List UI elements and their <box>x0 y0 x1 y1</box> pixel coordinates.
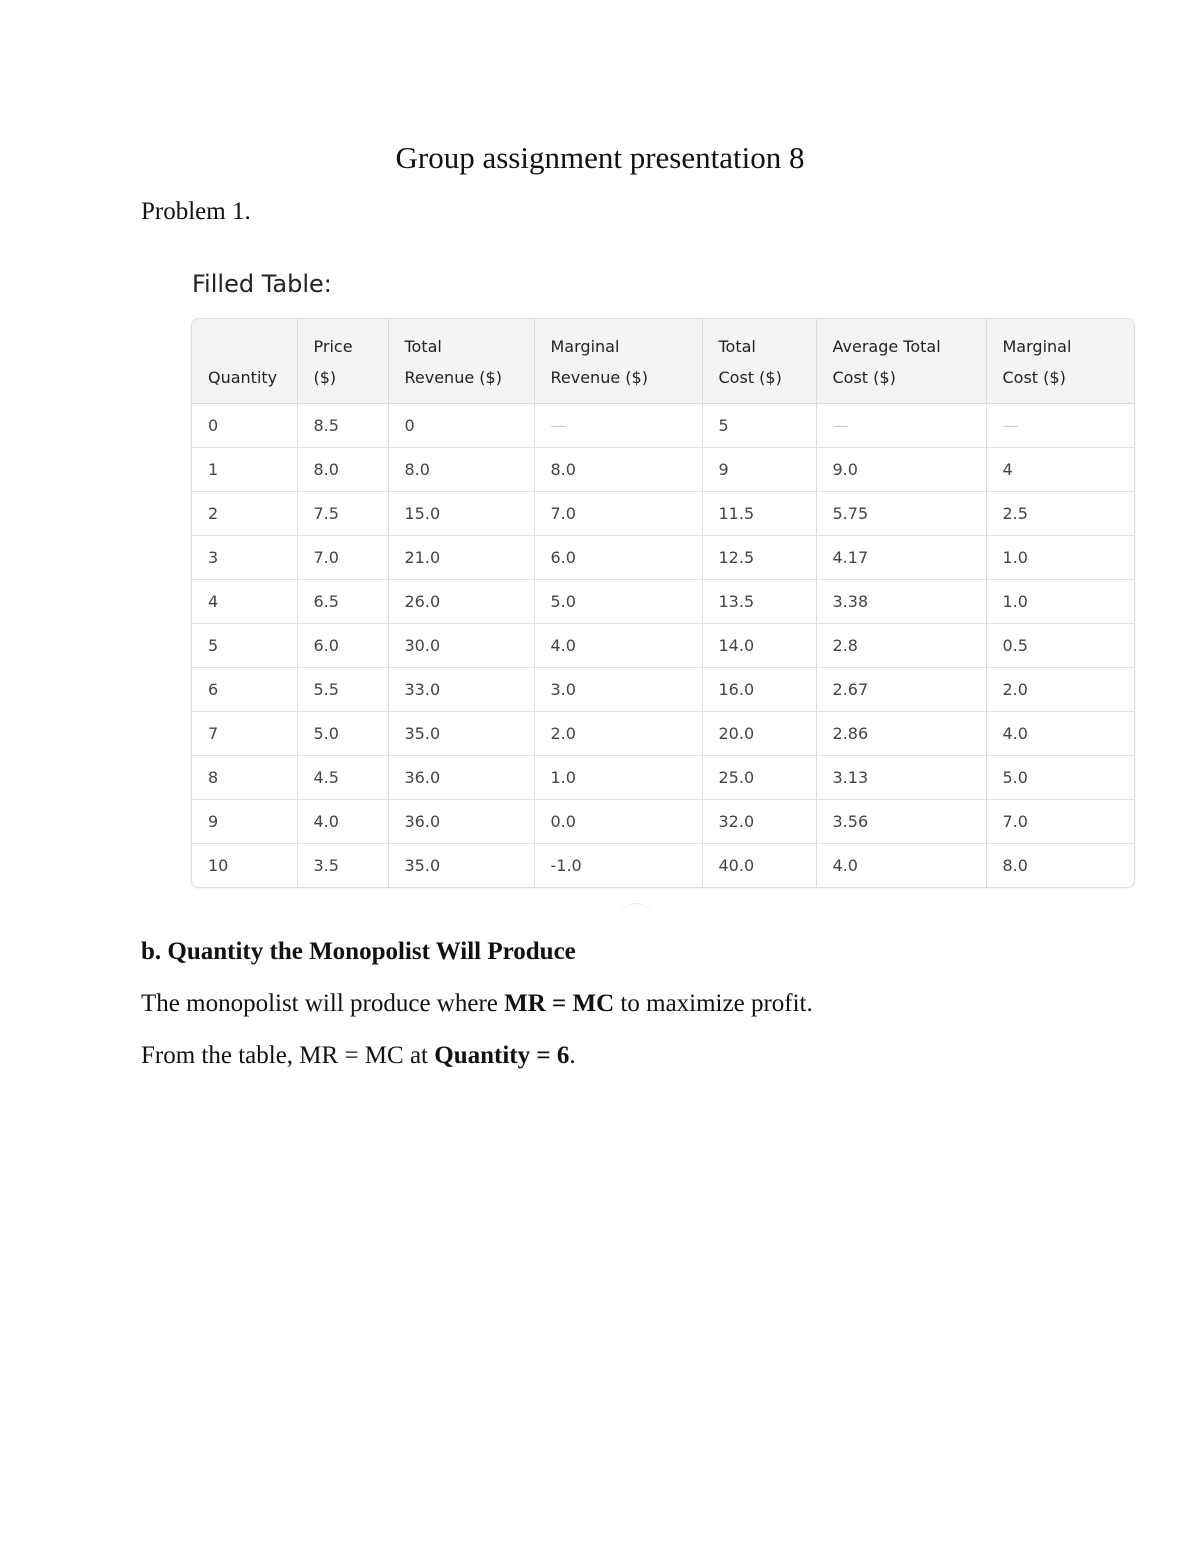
table-cell: 4.0 <box>986 712 1134 756</box>
table-row <box>192 536 1134 580</box>
table-cell: 5.75 <box>816 492 986 536</box>
column-header-line1: Average Total <box>832 337 941 356</box>
table-cell: 2 <box>192 492 297 536</box>
table-cell: 6.5 <box>297 580 388 624</box>
table-cell: 0.0 <box>534 800 702 844</box>
table-cell: — <box>534 404 702 448</box>
table-cell: 8.0 <box>297 448 388 492</box>
table-cell: 5.5 <box>297 668 388 712</box>
table-cell: 7.0 <box>534 492 702 536</box>
table-row <box>192 668 1134 712</box>
p1-text-before: The monopolist will produce where <box>141 990 505 1017</box>
table-cell: 1.0 <box>986 580 1134 624</box>
table-row <box>192 492 1134 536</box>
table-cell: 14.0 <box>702 624 816 668</box>
table-row <box>192 756 1134 800</box>
table-cell: 5.0 <box>297 712 388 756</box>
table-row <box>192 800 1134 844</box>
table-body <box>192 404 1134 888</box>
column-header <box>702 319 816 404</box>
table-cell: 5 <box>192 624 297 668</box>
column-header-line1: Price <box>313 337 353 356</box>
table-cell: 0 <box>192 404 297 448</box>
data-table-container <box>191 318 1135 888</box>
table-cell: 30.0 <box>388 624 534 668</box>
column-header-line2: Revenue ($) <box>404 368 502 387</box>
table-cell: 2.67 <box>816 668 986 712</box>
table-cell: 4.0 <box>816 844 986 888</box>
table-cell: 3.0 <box>534 668 702 712</box>
table-cell: 1.0 <box>986 536 1134 580</box>
table-cell: 8 <box>192 756 297 800</box>
table-cell: — <box>986 404 1134 448</box>
table-cell: 3.38 <box>816 580 986 624</box>
table-cell: 25.0 <box>702 756 816 800</box>
table-cell: 3.13 <box>816 756 986 800</box>
table-cell: 35.0 <box>388 844 534 888</box>
table-cell: 4 <box>192 580 297 624</box>
p1-text-after: to maximize profit. <box>614 990 813 1017</box>
table-cell: 2.5 <box>986 492 1134 536</box>
column-header-line1 <box>208 331 297 362</box>
column-header <box>388 319 534 404</box>
data-table <box>192 319 1134 887</box>
table-cell: 0 <box>388 404 534 448</box>
table-cell: 35.0 <box>388 712 534 756</box>
table-cell: 20.0 <box>702 712 816 756</box>
table-cell: 3.5 <box>297 844 388 888</box>
table-cell: 6.0 <box>297 624 388 668</box>
faint-arc-decoration <box>618 903 654 922</box>
table-cell: 40.0 <box>702 844 816 888</box>
table-heading: Filled Table: <box>192 270 332 298</box>
table-cell: 2.86 <box>816 712 986 756</box>
table-cell: 2.0 <box>534 712 702 756</box>
column-header-line1: Marginal <box>550 337 620 356</box>
table-cell: 26.0 <box>388 580 534 624</box>
table-cell: 36.0 <box>388 756 534 800</box>
table-cell: 4.5 <box>297 756 388 800</box>
table-cell: 1.0 <box>534 756 702 800</box>
table-cell: 6.0 <box>534 536 702 580</box>
table-cell: 4.0 <box>297 800 388 844</box>
table-cell: 9.0 <box>816 448 986 492</box>
table-cell: — <box>816 404 986 448</box>
table-cell: 3.56 <box>816 800 986 844</box>
table-row <box>192 624 1134 668</box>
table-row <box>192 448 1134 492</box>
table-row <box>192 404 1134 448</box>
table-cell: -1.0 <box>534 844 702 888</box>
p2-text-before: From the table, MR = MC at <box>141 1042 435 1069</box>
table-cell: 5 <box>702 404 816 448</box>
table-header-row <box>192 319 1134 404</box>
table-cell: 12.5 <box>702 536 816 580</box>
table-cell: 8.0 <box>1002 856 1028 875</box>
column-header-line2: Cost ($) <box>1002 368 1066 387</box>
table-cell: 4.0 <box>534 624 702 668</box>
table-cell: 15.0 <box>388 492 534 536</box>
column-header <box>297 319 388 404</box>
section-b-heading: b. Quantity the Monopolist Will Produce <box>141 938 576 965</box>
table-cell: 6 <box>192 668 297 712</box>
problem-label: Problem 1. <box>141 198 251 225</box>
table-cell: 36.0 <box>388 800 534 844</box>
table-cell: 8.0 <box>534 448 702 492</box>
table-cell: 9 <box>702 448 816 492</box>
column-header-line1: Total <box>718 337 756 356</box>
table-cell: 5.0 <box>986 756 1134 800</box>
column-header-line1: Marginal <box>1002 337 1072 356</box>
table-cell: 11.5 <box>702 492 816 536</box>
table-cell: 5.0 <box>534 580 702 624</box>
table-cell: 7.5 <box>297 492 388 536</box>
table-cell: 13.5 <box>702 580 816 624</box>
table-cell: 7.0 <box>297 536 388 580</box>
column-header-line2: Revenue ($) <box>550 368 648 387</box>
column-header-line2: Quantity <box>208 368 278 387</box>
table-cell: 7.0 <box>986 800 1134 844</box>
table-cell: 9 <box>192 800 297 844</box>
paragraph-quantity <box>141 1042 576 1070</box>
table-cell: 0.5 <box>986 624 1134 668</box>
p2-bold: Quantity = 6 <box>434 1042 570 1069</box>
column-header <box>816 319 986 404</box>
p2-text-after: . <box>569 1042 576 1069</box>
column-header <box>192 319 297 404</box>
column-header-line1: Total <box>404 337 442 356</box>
table-cell: 3 <box>192 536 297 580</box>
table-cell: 21.0 <box>388 536 534 580</box>
table-cell: 1 <box>192 448 297 492</box>
column-header-line2: Cost ($) <box>832 368 896 387</box>
table-cell: 10 <box>192 844 297 888</box>
page-title: Group assignment presentation 8 <box>395 140 805 175</box>
table-cell: 33.0 <box>388 668 534 712</box>
column-header <box>986 319 1134 404</box>
table-cell: 2.8 <box>816 624 986 668</box>
column-header-line2: ($) <box>313 368 337 387</box>
table-cell: 4 <box>986 448 1134 492</box>
table-cell: 32.0 <box>702 800 816 844</box>
p1-bold: MR = MC <box>504 990 615 1017</box>
table-cell: 7 <box>192 712 297 756</box>
table-cell: 8.5 <box>297 404 388 448</box>
table-row <box>192 580 1134 624</box>
table-cell: 4.17 <box>816 536 986 580</box>
column-header <box>534 319 702 404</box>
table-row <box>192 844 1134 888</box>
table-cell: 8.0 <box>388 448 534 492</box>
table-cell: 2.0 <box>986 668 1134 712</box>
paragraph-mr-mc <box>141 990 813 1018</box>
table-cell: 16.0 <box>702 668 816 712</box>
table-row <box>192 712 1134 756</box>
column-header-line2: Cost ($) <box>718 368 782 387</box>
